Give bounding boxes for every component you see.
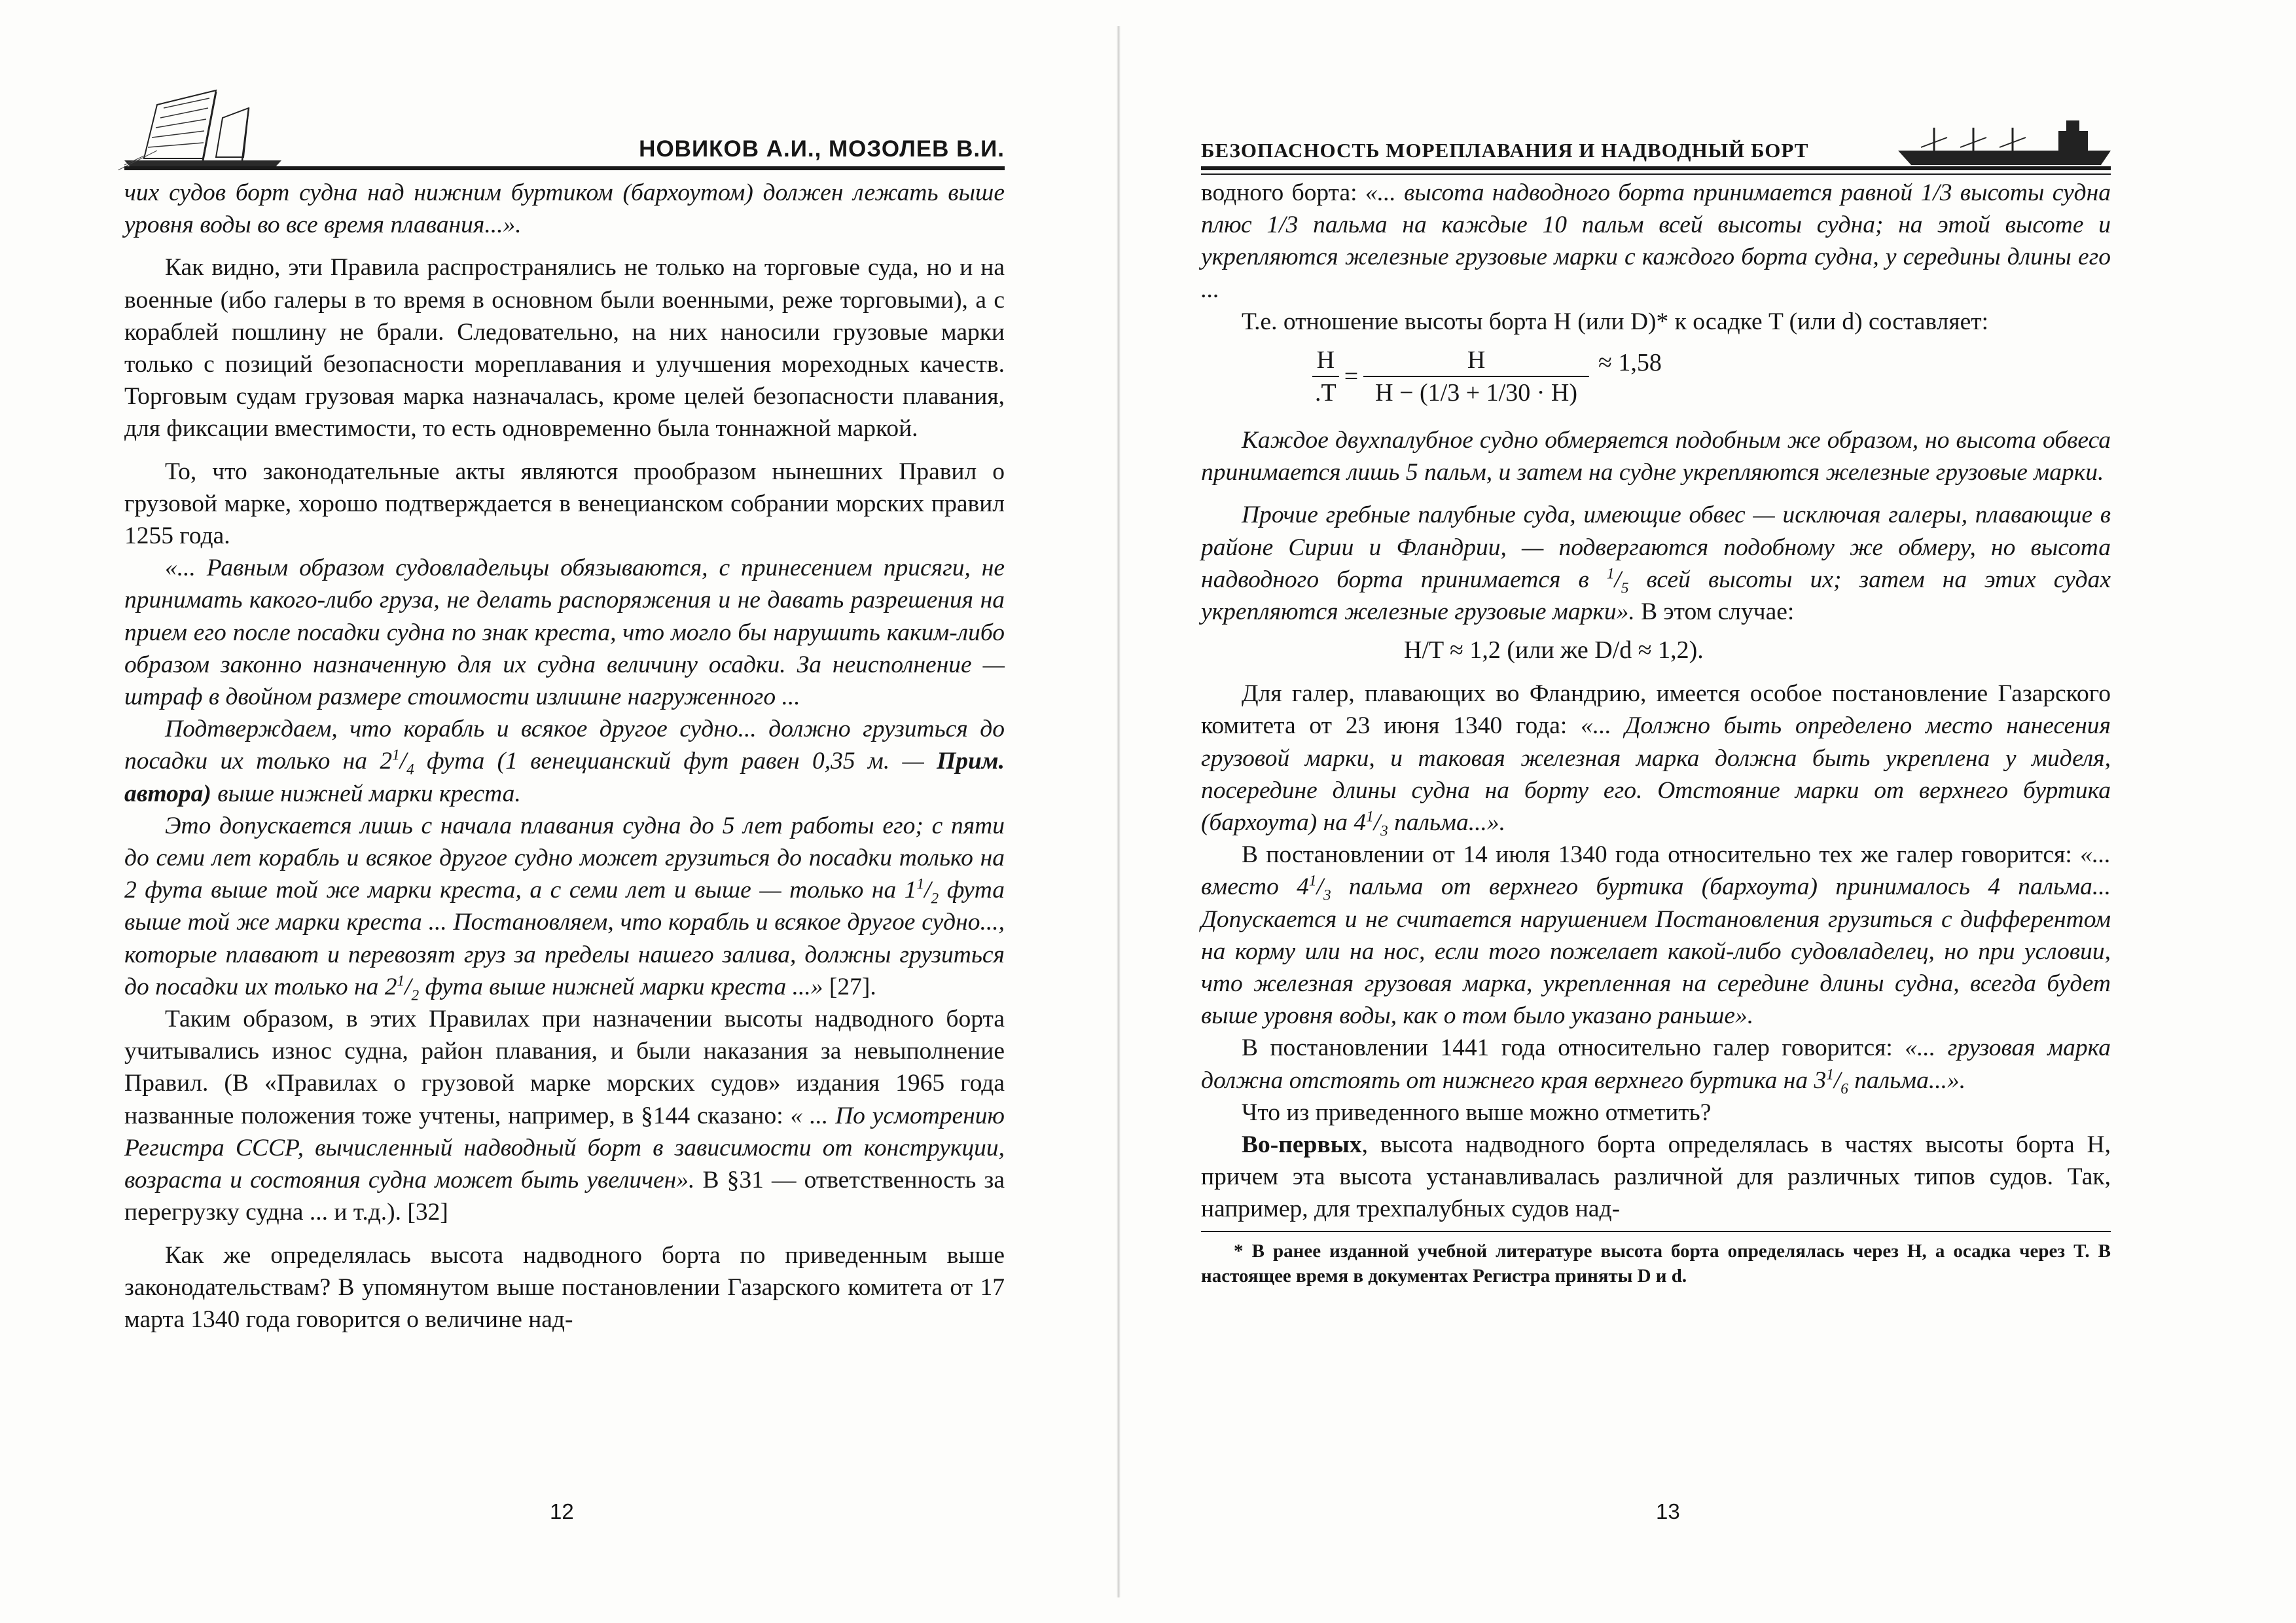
- header-rule: [1201, 166, 2111, 170]
- page-number: 13: [1656, 1499, 1680, 1523]
- paragraph: То, что законодательные акты являются прообразом нынешних Правил о грузовой марке, хорошо подтверждается в венецианском собрании морских правил 1255 года.: [124, 458, 1005, 550]
- right-running-head: БЕЗОПАСНОСТЬ МОРЕПЛАВАНИЯ И НАДВОДНЫЙ БОРТ: [1201, 139, 1809, 162]
- quote-paragraph: Подтверждаем, что корабль и всякое другое судно... должно грузиться до посадки их только на $2^1/_4$ фута (1 венецианский фут равен 0,35 м. — Прим. автора) выше нижней марки креста.: [124, 716, 1005, 807]
- sailing-ship-icon: [118, 79, 295, 170]
- paragraph: водного борта: «... высота надводного борта принимается равной 1/3 высоты судна плюс 1/3 пальма на каждые 10 пальм всей высоты судна; на этой высоте и укрепляются железные грузовые марки с каждого борта судна, у середины длины его ...: [1201, 179, 2111, 303]
- paragraph: Как же определялась высота надводного борта по приведенным выше законодательствам? В упомянутом выше постановлении Газарского комитета от 17 марта 1340 года говорится о величине над-: [124, 1241, 1005, 1333]
- header-rule-thin: [1201, 173, 2111, 175]
- left-running-head: НОВИКОВ А.И., МОЗОЛЕВ В.И.: [639, 136, 1005, 162]
- left-page-body: [124, 177, 1005, 1336]
- paragraph: Во-первых, высота надводного борта определялась в частях высоты борта H, причем эта высота устанавливалась различной для различных типов судов. Так, например, для трехпалубных судов над-: [1201, 1131, 2111, 1223]
- formula-lhs: $\frac{H}{.T}$: [1312, 344, 1339, 409]
- left-page-header: [124, 79, 1005, 170]
- paragraph: Что из приведенного выше можно отметить?: [1242, 1099, 1712, 1126]
- paragraph: В постановлении от 14 июля 1340 года относительно тех же галер говорится: «... вместо $4^1/_3$ пальма от верхнего буртика (бархоута) принималось 4 пальма... Допускается и не считается нарушением Постановления грузиться с дифферентом на корму или на нос, если того пожелает какой-либо судовладелец, но при условии, что железная грузовая марка, укрепленная на середине длины судна, всегда будет выше уровня воды, как о том было указано раньше».: [1201, 841, 2111, 1030]
- ratio-formula: $\frac{H}{.T}$ = $\frac{H}{H - (1/3 + 1/30 \cdot H)}$ ≈ 1,58: [1312, 344, 2111, 409]
- right-page: [1132, 0, 2296, 1623]
- paragraph: Для галер, плавающих во Фландрию, имеется особое постановление Газарского комитета от 23 июня 1340 года: «... Должно быть определено место нанесения грузовой марки, и таковая железная марка должна быть укреплена у миделя, посередине длины судна на борту его. Отстояние марки от верхнего буртика (бархоута) на $4^1/_3$ пальма...».: [1201, 680, 2111, 840]
- paragraph: Каждое двухпалубное судно обмеряется подобным же образом, но высота обвеса принимается лишь 5 пальм, и затем на судне укрепляются железные грузовые марки.: [1201, 427, 2111, 486]
- paragraph: Как видно, эти Правила распространялись не только на торговые суда, но и на военные (ибо галеры в то время в основном были военными, реже торговыми), а с кораблей пошлину не брали. Следовательно, на них наносили грузовые марки только с позиций безопасности мореплавания и улучшения мореходных качеств. Торговым судам грузовая марка назначалась, кроме целей безопасности плавания, для фиксации вместимости, то есть одновременно была тоннажной маркой.: [124, 254, 1005, 443]
- right-page-body: [1201, 177, 2111, 1288]
- paragraph: В постановлении 1441 года относительно галер говорится: «... грузовая марка должна отстоять от нижнего края верхнего буртика на $3^1/_6$ пальма...».: [1201, 1034, 2111, 1098]
- formula-rhs: $\frac{H}{H - (1/3 + 1/30 \cdot H)}$: [1363, 344, 1589, 409]
- header-rule: [124, 166, 1005, 170]
- footnote: * В ранее изданной учебной литературе высота борта определялась через H, а осадка через T. В настоящее время в документах Регистра приняты D и d.: [1201, 1240, 2111, 1286]
- paragraph: чих судов борт судна над нижним буртиком (бархоутом) должен лежать выше уровня воды во все время плавания...».: [124, 179, 1005, 239]
- footnote-rule: [1201, 1231, 2111, 1232]
- ratio-formula-2: H/T ≈ 1,2 (или же D/d ≈ 1,2).: [1404, 636, 1704, 665]
- quote-paragraph: Это допускается лишь с начала плавания судна до 5 лет работы его; с пяти до семи лет корабль и всякое другое судно может грузиться до посадки только на 2 фута выше той же марки креста, а с семи лет и выше — только на $1^1/_2$ фута выше той же марки креста ... Постановляем, что корабль и всякое другое судно..., которые плавают и перевозят груз за пределы нашего залива, должны грузиться до посадки их только на $2^1/_2$ фута выше нижней марки креста ...» [27].: [124, 812, 1005, 1004]
- paragraph: Прочие гребные палубные суда, имеющие обвес — исключая галеры, плавающие в районе Сирии и Фландрии, — подвергаются подобному же обмеру, но высота надводного борта принимается в $^1/_5$ всей высоты их; затем на этих судах укрепляются железные грузовые марки». В этом случае:: [1201, 501, 2111, 626]
- page-number: 12: [550, 1499, 574, 1523]
- left-page: [0, 0, 1132, 1623]
- paragraph: Т.е. отношение высоты борта H (или D)* к осадке T (или d) составляет:: [1242, 308, 1989, 335]
- quote-paragraph: «... Равным образом судовладельцы обязываются, с принесением присяги, не принимать какого-либо груза, не делать распоряжения и не давать разрешения на прием его после посадки судна по знак креста, что могло бы нарушить каким-либо образом законно назначенную для их судна величину осадки. За неисполнение — штраф в двойном размере стоимости излишне нагруженного ...: [124, 555, 1005, 711]
- right-page-header: [1201, 79, 2111, 170]
- paragraph: Таким образом, в этих Правилах при назначении высоты надводного борта учитывались износ судна, район плавания, и были наказания за невыполнение Правил. (В «Правилах о грузовой марке морских судов» издания 1965 года названные положения тоже учтены, например, в §144 сказано: « ... По усмотрению Регистра СССР, вычисленный надводный борт в зависимости от конструкции, возраста и состояния судна может быть увеличен». В §31 — ответственность за перегрузку судна ... и т.д.). [32]: [124, 1006, 1005, 1226]
- cargo-ship-icon: [1895, 111, 2117, 170]
